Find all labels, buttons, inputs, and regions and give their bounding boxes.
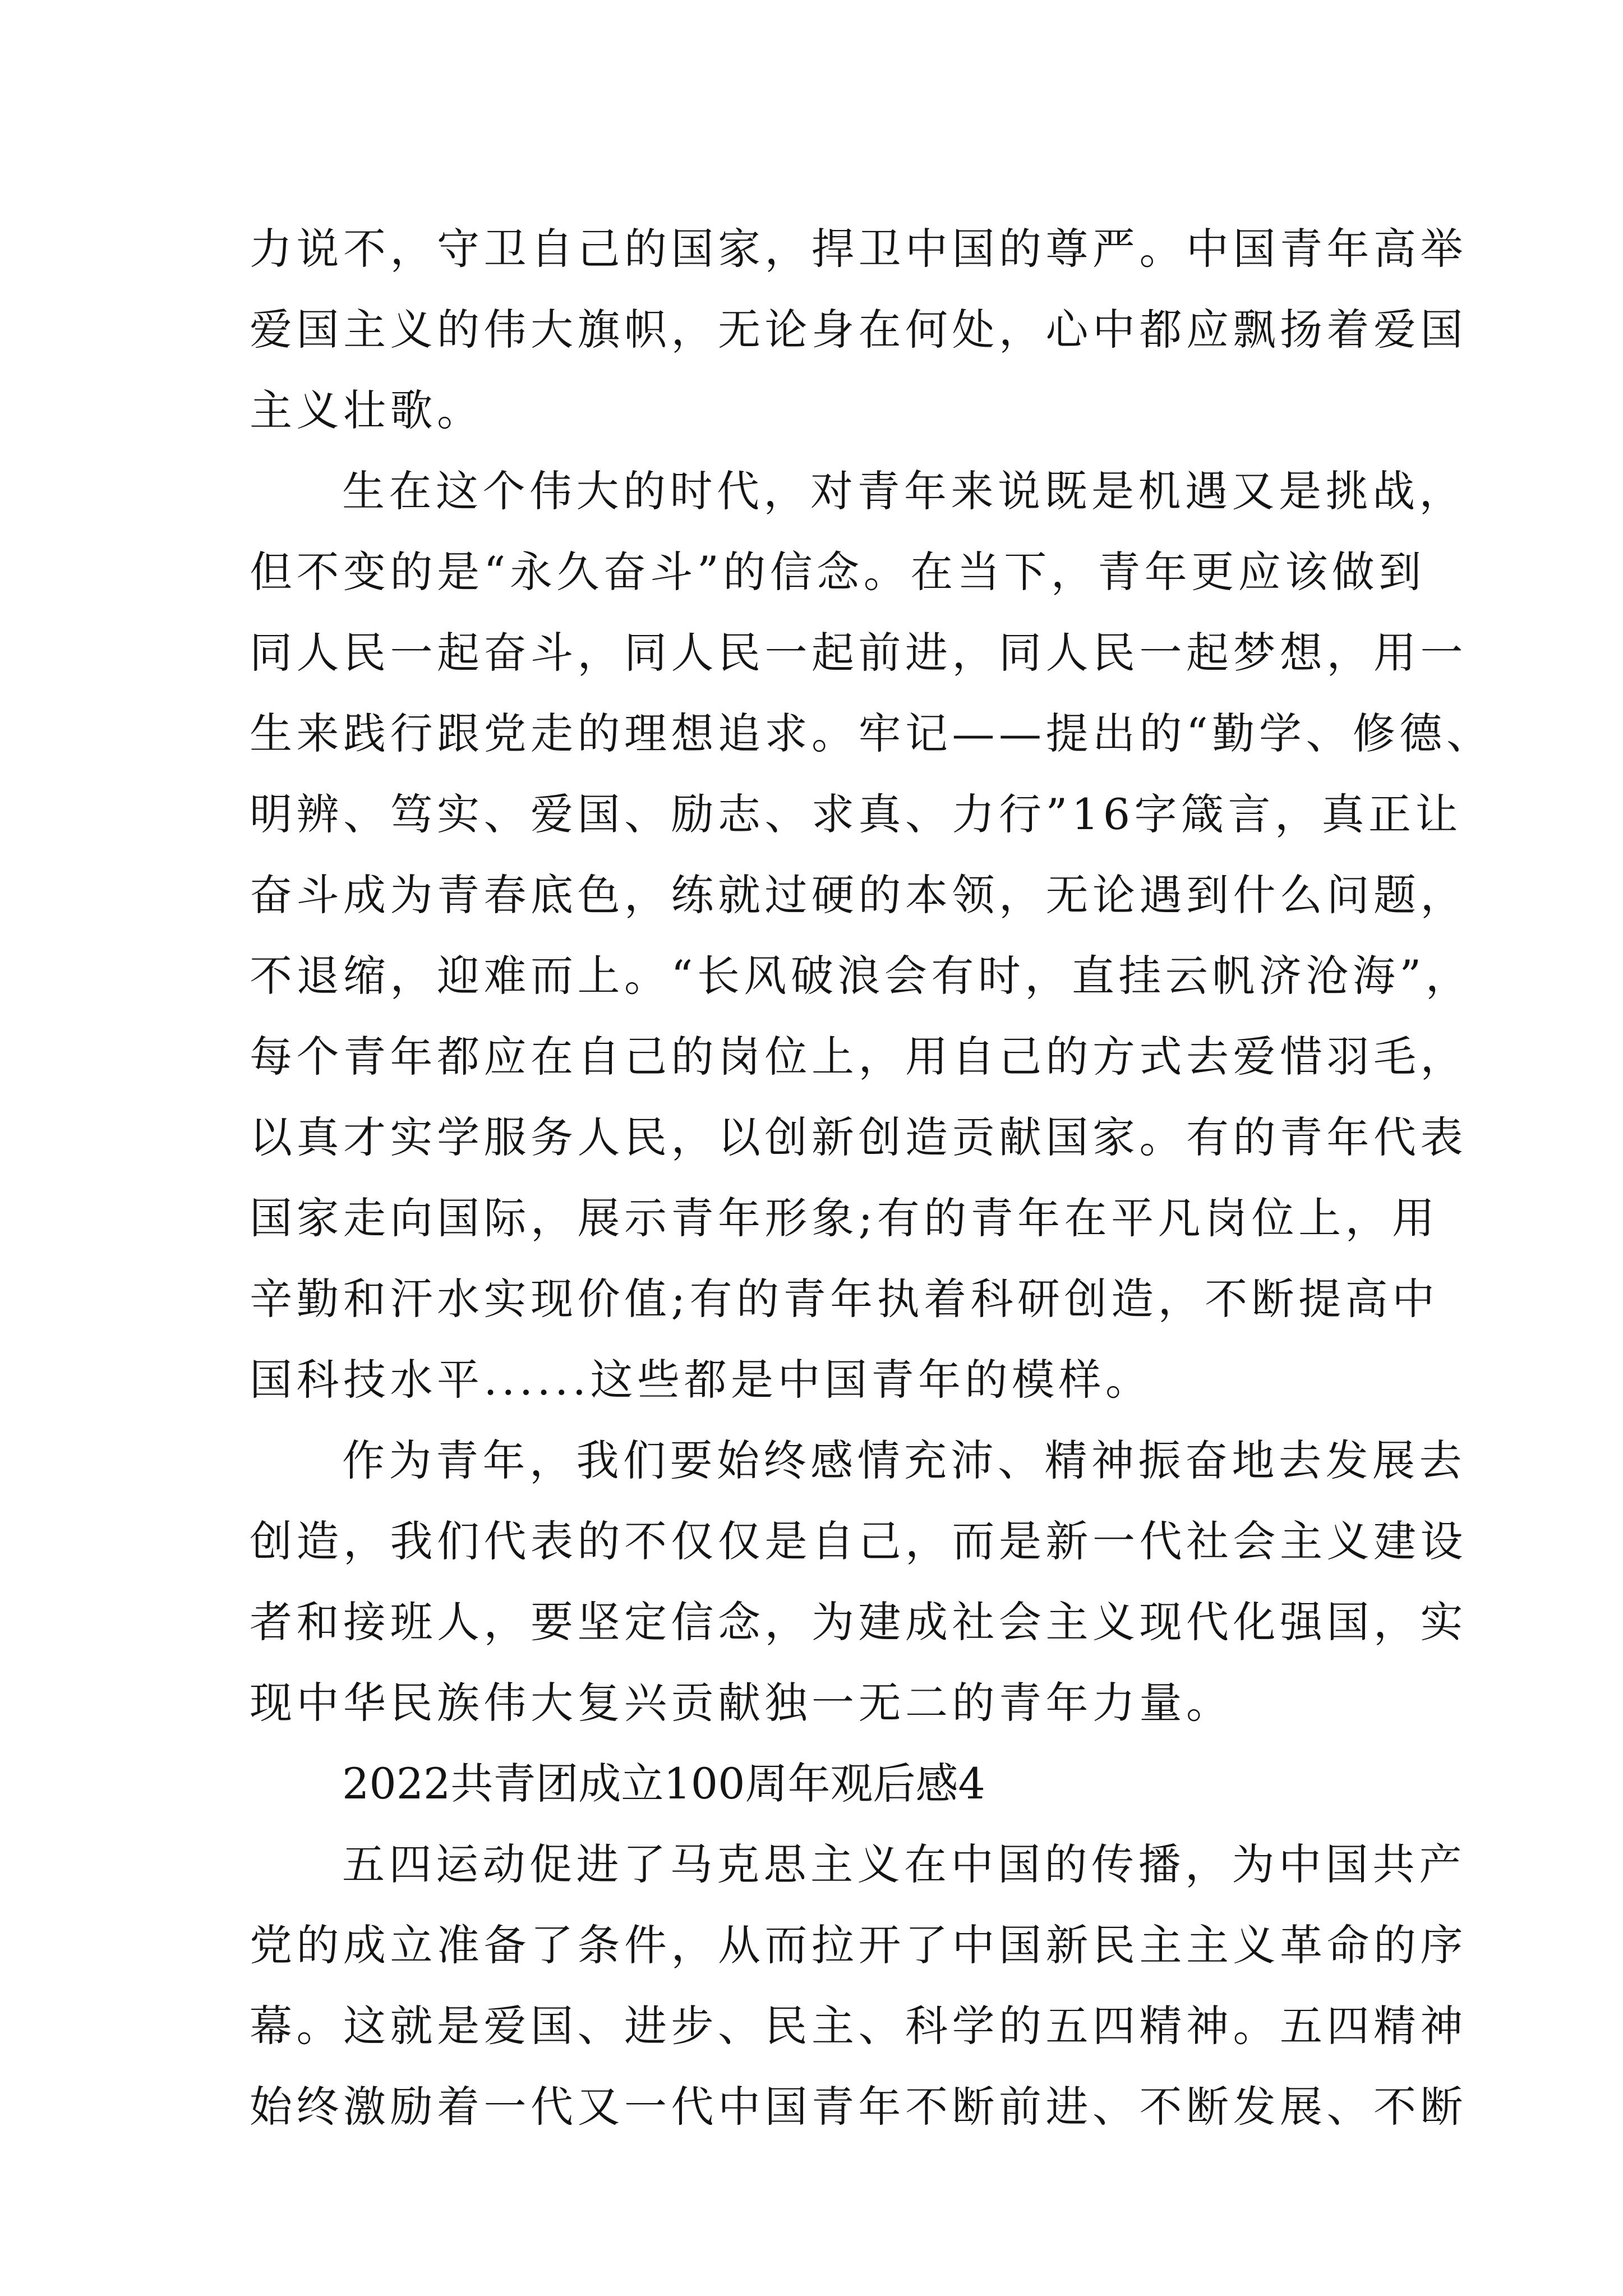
paragraph <box>250 1420 1467 1743</box>
document-body <box>250 209 1493 2147</box>
text-line: 但不变的是“永久奋斗”的信念。在当下，青年更应该做到 <box>250 547 1426 597</box>
text-line: 主义壮歌。 <box>250 385 484 435</box>
text-line: 国科技水平......这些都是中国青年的模样。 <box>250 1355 1152 1405</box>
text-line: 爱国主义的伟大旗帜，无论身在何处，心中都应飘扬着爱国 <box>250 305 1467 355</box>
text-line: 者和接班人，要坚定信念，为建成社会主义现代化强国，实 <box>250 1597 1467 1647</box>
text-line: 每个青年都应在自己的岗位上，用自己的方式去爱惜羽毛， <box>250 1032 1467 1082</box>
text-line: 五四运动促进了马克思主义在中国的传播，为中国共产 <box>342 1839 1466 1889</box>
text-line: 不退缩，迎难而上。“长风破浪会有时，直挂云帆济沧海”， <box>250 951 1473 1001</box>
paragraph-continued <box>250 209 1467 451</box>
text-line: 力说不，守卫自己的国家，捍卫中国的尊严。中国青年高举 <box>250 224 1467 274</box>
text-line: 作为青年，我们要始终感情充沛、精神振奋地去发展去 <box>342 1435 1466 1485</box>
text-line: 现中华民族伟大复兴贡献独一无二的青年力量。 <box>250 1678 1233 1728</box>
text-line: 辛勤和汗水实现价值;有的青年执着科研创造，不断提高中 <box>250 1274 1439 1324</box>
text-line: 生在这个伟大的时代，对青年来说既是机遇又是挑战， <box>342 466 1466 516</box>
paragraph <box>250 451 1493 1420</box>
text-line: 生来践行跟党走的理想追求。牢记——提出的“勤学、修德、 <box>250 708 1493 758</box>
text-line: 国家走向国际，展示青年形象;有的青年在平凡岗位上，用 <box>250 1193 1439 1243</box>
text-line: 创造，我们代表的不仅仅是自己，而是新一代社会主义建设 <box>250 1516 1467 1566</box>
text-line: 幕。这就是爱国、进步、民主、科学的五四精神。五四精神 <box>250 2001 1467 2051</box>
text-line: 始终激励着一代又一代中国青年不断前进、不断发展、不断 <box>250 2082 1467 2132</box>
paragraph <box>250 1824 1467 2147</box>
section-heading: 2022共青团成立100周年观后感4 <box>342 1759 985 1809</box>
text-line: 奋斗成为青春底色，练就过硬的本领，无论遇到什么问题， <box>250 870 1467 920</box>
text-line: 明辨、笃实、爱国、励志、求真、力行”16字箴言，真正让 <box>250 789 1463 839</box>
text-line: 以真才实学服务人民，以创新创造贡献国家。有的青年代表 <box>250 1112 1467 1162</box>
text-line: 同人民一起奋斗，同人民一起前进，同人民一起梦想，用一 <box>250 628 1467 678</box>
text-line: 党的成立准备了条件，从而拉开了中国新民主主义革命的序 <box>250 1920 1467 1970</box>
